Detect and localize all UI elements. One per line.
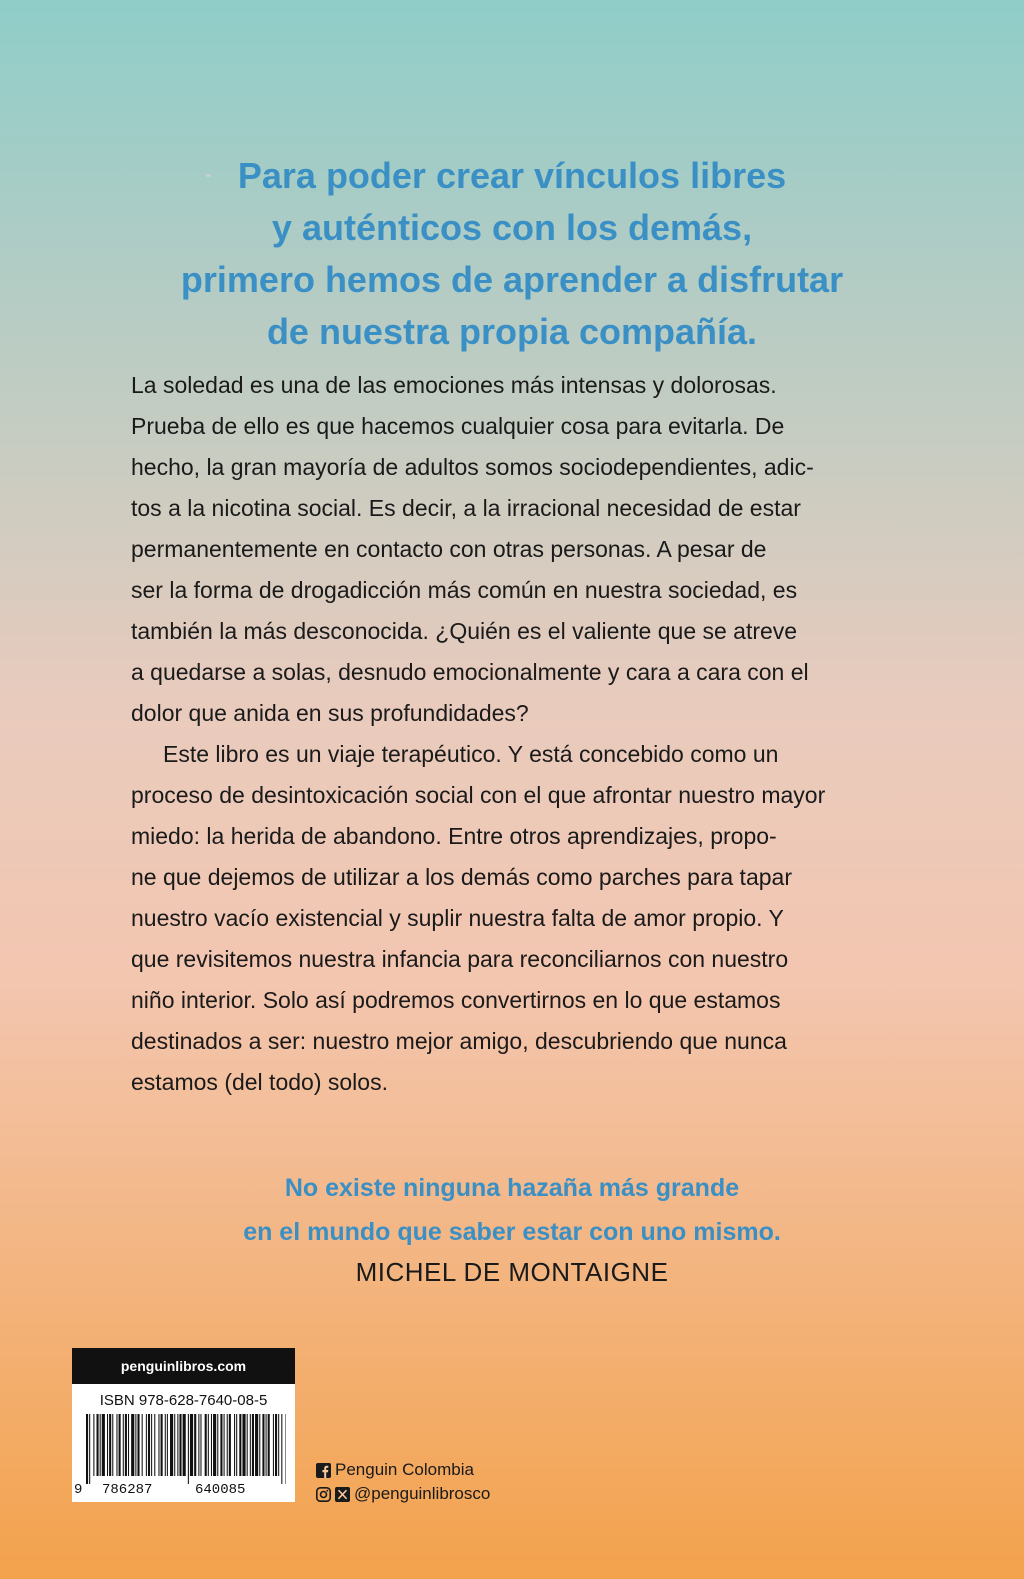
barcode-bar — [183, 1414, 186, 1476]
barcode-digit-group: 9 — [74, 1482, 83, 1498]
body-line: que revisitemos nuestra infancia para reconciliarnos con nuestro — [131, 946, 789, 972]
barcode-digit-group: 786287 — [102, 1482, 153, 1498]
quote-line: en el mundo que saber estar con uno mismo. — [243, 1218, 781, 1246]
barcode-bar — [255, 1414, 258, 1476]
barcode-bar — [242, 1414, 245, 1476]
body-line: tos a la nicotina social. Es decir, a la irracional necesidad de estar — [131, 495, 801, 521]
synopsis-paragraph-2 — [131, 734, 901, 1103]
barcode-bar — [259, 1414, 260, 1476]
instagram-icon — [316, 1487, 331, 1502]
body-line: permanentemente en contacto con otras personas. A pesar de — [131, 536, 767, 562]
body-line: ne que dejemos de utilizar a los demás como parches para tapar — [131, 864, 792, 890]
barcode-bar — [167, 1414, 168, 1476]
epigraph-quote — [160, 1166, 864, 1254]
barcode-bar — [227, 1414, 228, 1476]
quote-author: MICHEL DE MONTAIGNE — [355, 1257, 669, 1287]
body-line: Este libro es un viaje terapéutico. Y está concebido como un — [163, 741, 779, 767]
social-links — [316, 1458, 490, 1506]
barcode-bar — [275, 1414, 277, 1476]
barcode-bar — [179, 1414, 181, 1476]
body-line: nuestro vacío existencial y suplir nuestra falta de amor propio. Y — [131, 905, 784, 931]
barcode-bar — [174, 1414, 175, 1476]
body-line: destinados a ser: nuestro mejor amigo, descubriendo que nunca — [131, 1028, 787, 1054]
barcode-bar — [123, 1414, 124, 1476]
barcode-bar — [135, 1414, 136, 1476]
body-line: hecho, la gran mayoría de adultos somos sociodependientes, adic- — [131, 454, 814, 480]
body-line: La soledad es una de las emociones más intensas y dolorosas. — [131, 372, 777, 398]
barcode-bar — [268, 1414, 270, 1476]
barcode-bar — [142, 1414, 143, 1476]
barcode-bar — [86, 1414, 88, 1484]
isbn-label: ISBN 978-628-7640-08-5 — [99, 1392, 268, 1409]
barcode-bar — [220, 1414, 222, 1476]
body-line: estamos (del todo) solos. — [131, 1069, 388, 1095]
barcode-bar — [281, 1414, 282, 1484]
headline-line: primero hemos de aprender a disfrutar — [180, 259, 844, 300]
handle-row — [316, 1482, 490, 1506]
barcode-bar — [89, 1414, 90, 1484]
barcode-bar — [217, 1414, 218, 1476]
barcode-bar — [286, 1414, 287, 1484]
barcode-bar — [250, 1414, 251, 1476]
body-line: ser la forma de drogadicción más común en nuestra sociedad, es — [131, 577, 798, 603]
barcode-bar — [234, 1414, 235, 1476]
barcode-bar — [236, 1414, 237, 1476]
barcode-bar — [198, 1414, 199, 1476]
barcode-bar — [229, 1414, 231, 1476]
barcode-bar — [278, 1414, 279, 1476]
barcode-bar — [125, 1414, 127, 1476]
barcode-bar — [100, 1414, 101, 1476]
barcode-bars — [86, 1414, 286, 1484]
barcode-bar — [200, 1414, 201, 1476]
social-handle: @penguinlibrosco — [354, 1484, 491, 1503]
barcode-bar — [205, 1414, 207, 1476]
barcode-panel — [72, 1348, 295, 1502]
barcode-bar — [131, 1414, 134, 1476]
barcode-bar — [170, 1414, 173, 1476]
publisher-website: penguinlibros.com — [72, 1348, 295, 1384]
body-line: también la más desconocida. ¿Quién es el valiente que se atreve — [131, 618, 798, 644]
body-line: dolor que anida en sus profundidades? — [131, 700, 529, 726]
barcode-bar — [148, 1414, 150, 1476]
headline — [100, 150, 924, 358]
barcode-bar — [177, 1414, 178, 1476]
barcode-bar — [116, 1414, 117, 1476]
barcode-bar — [146, 1414, 147, 1476]
headline-line: de nuestra propia compañía. — [266, 311, 758, 352]
barcode-bar — [211, 1414, 212, 1476]
barcode-bar — [252, 1414, 254, 1476]
synopsis — [131, 365, 901, 1103]
barcode-bar — [109, 1414, 111, 1476]
barcode-bar — [102, 1414, 105, 1476]
x-icon — [335, 1487, 350, 1502]
facebook-icon — [316, 1463, 331, 1478]
barcode-bar — [190, 1414, 193, 1476]
barcode-bar — [266, 1414, 267, 1476]
quote-line: No existe ninguna hazaña más grande — [284, 1174, 740, 1202]
barcode-bar — [188, 1414, 189, 1484]
barcode-bar — [194, 1414, 196, 1476]
body-line: miedo: la herida de abandono. Entre otros aprendizajes, propo- — [131, 823, 777, 849]
body-line: proceso de desintoxicación social con el que afrontar nuestro mayor — [131, 782, 826, 808]
barcode-bar — [137, 1414, 139, 1476]
barcode-bar — [97, 1414, 99, 1476]
barcode-bar — [262, 1414, 264, 1476]
facebook-row — [316, 1458, 490, 1482]
barcode-bar — [247, 1414, 248, 1476]
headline-line: Para poder crear vínculos libres — [237, 155, 787, 196]
headline-line: y auténticos con los demás, — [271, 207, 753, 248]
body-line: niño interior. Solo así podremos convertirnos en lo que estamos — [131, 987, 781, 1013]
synopsis-paragraph-1 — [131, 365, 901, 734]
barcode-bar — [224, 1414, 225, 1476]
body-line: Prueba de ello es que hacemos cualquier cosa para evitarla. De — [131, 413, 785, 439]
barcode-bar — [112, 1414, 113, 1476]
barcode-bar — [161, 1414, 163, 1476]
barcode-bar — [128, 1414, 129, 1476]
body-line: a quedarse a solas, desnudo emocionalmente y cara a cara con el — [131, 659, 809, 685]
barcode-digit-group: 640085 — [195, 1482, 246, 1498]
barcode-bar — [165, 1414, 166, 1476]
facebook-label: Penguin Colombia — [335, 1460, 474, 1479]
barcode-bar — [158, 1414, 159, 1476]
barcode-bar — [107, 1414, 108, 1476]
barcode-bar — [119, 1414, 121, 1476]
barcode-bar — [154, 1414, 155, 1476]
barcode-bar — [213, 1414, 216, 1476]
barcode-bar — [239, 1414, 241, 1476]
barcode-bar — [93, 1414, 94, 1476]
barcode-bar — [151, 1414, 152, 1476]
barcode-bar — [208, 1414, 209, 1476]
barcode-bar — [273, 1414, 274, 1476]
